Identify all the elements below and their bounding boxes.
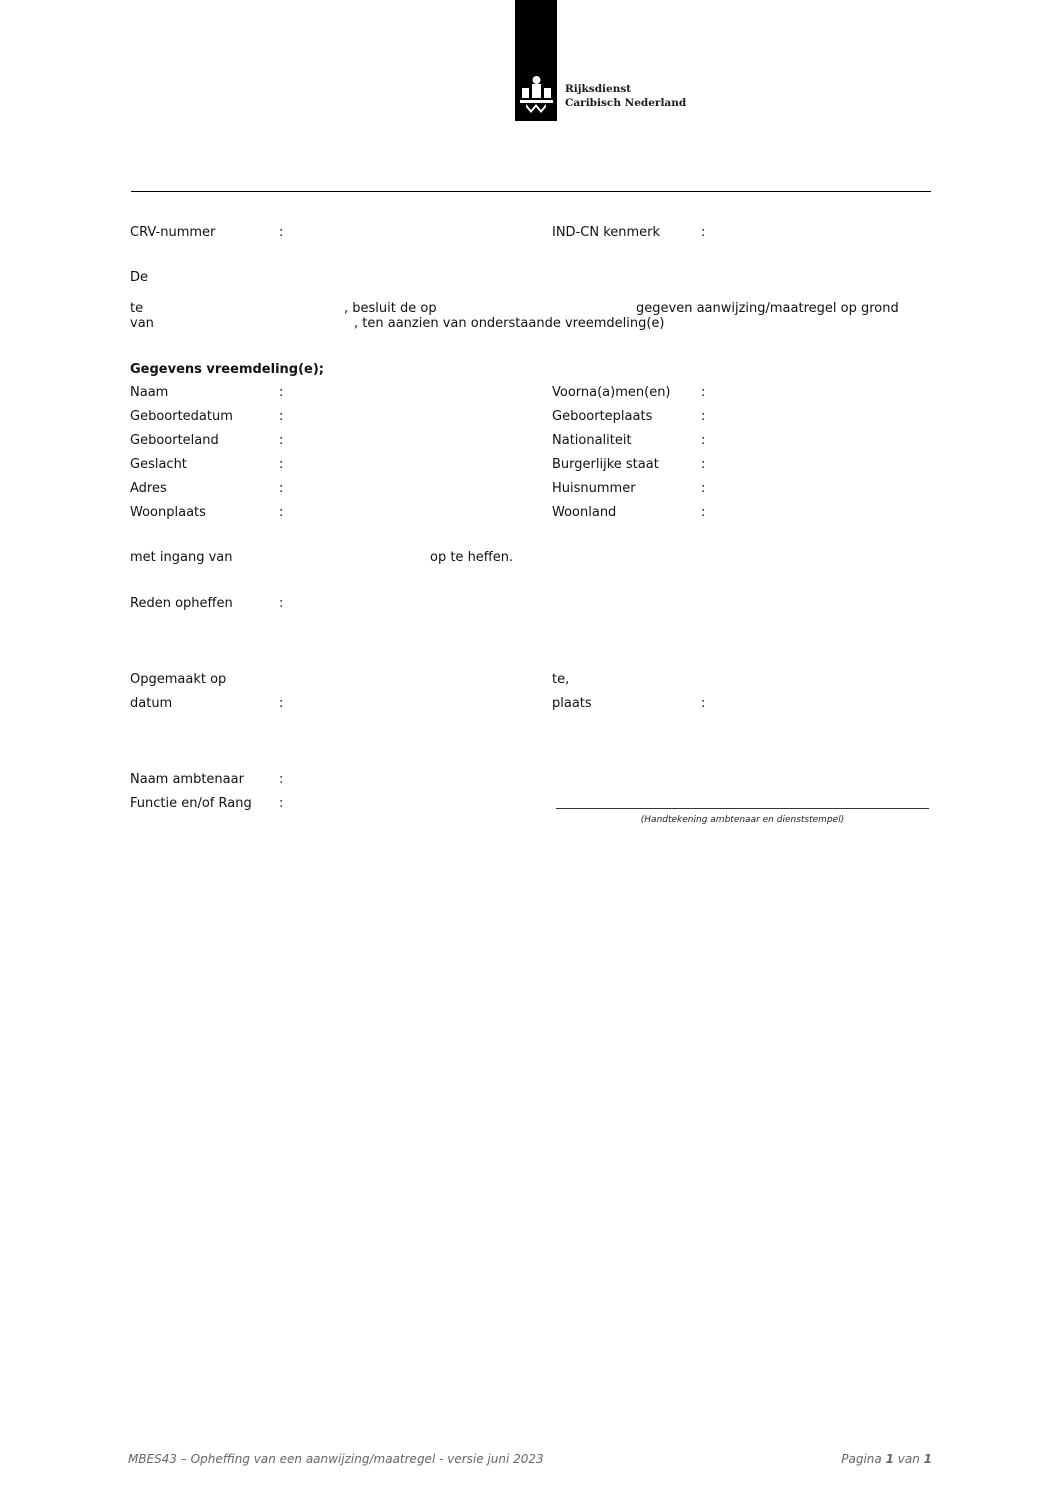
field-label: Nationaliteit xyxy=(552,433,632,448)
logo-line-2: Caribisch Nederland xyxy=(565,97,687,109)
intro-de: De xyxy=(130,270,149,285)
field-colon: : xyxy=(701,457,706,472)
signature-caption: (Handtekening ambtenaar en dienststempel) xyxy=(640,815,845,825)
page-total: 1 xyxy=(923,1452,932,1466)
field-colon: : xyxy=(701,385,706,400)
footer-page-number xyxy=(841,1452,932,1466)
field-colon: : xyxy=(701,505,706,520)
intro-van: van xyxy=(130,316,154,331)
field-label: Woonland xyxy=(552,505,617,520)
field-colon: : xyxy=(701,433,706,448)
field-label: Huisnummer xyxy=(552,481,636,496)
functie-label: Functie en/of Rang xyxy=(130,796,252,811)
logo-bar xyxy=(515,0,557,121)
field-colon: : xyxy=(279,505,284,520)
te-label: te, xyxy=(552,672,570,687)
field-label: Geboortedatum xyxy=(130,409,233,424)
opgemaakt-op-label: Opgemaakt op xyxy=(130,672,227,687)
intro-te: te xyxy=(130,301,144,316)
field-label: Adres xyxy=(130,481,167,496)
functie-colon: : xyxy=(279,796,284,811)
field-label: Geslacht xyxy=(130,457,187,472)
field-label: Woonplaats xyxy=(130,505,206,520)
logo-line-1: Rijksdienst xyxy=(565,83,632,95)
crv-label: CRV-nummer xyxy=(130,225,216,240)
coat-of-arms-icon xyxy=(515,0,557,121)
field-colon: : xyxy=(701,481,706,496)
field-label: Voorna(a)men(en) xyxy=(552,385,671,400)
logo-text xyxy=(565,82,686,110)
met-ingang-label: met ingang van xyxy=(130,550,233,565)
naam-ambtenaar-colon: : xyxy=(279,772,284,787)
naam-ambtenaar-label: Naam ambtenaar xyxy=(130,772,244,787)
field-colon: : xyxy=(279,385,284,400)
field-colon: : xyxy=(279,457,284,472)
crv-colon: : xyxy=(279,225,284,240)
plaats-colon: : xyxy=(701,696,706,711)
intro-besluit: , besluit de op xyxy=(344,301,437,316)
field-colon: : xyxy=(279,409,284,424)
footer-form-text: MBES43 – Opheffing van een aanwijzing/maatregel - versie juni 2023 xyxy=(128,1452,544,1466)
intro-gegeven: gegeven aanwijzing/maatregel op grond xyxy=(636,301,899,316)
page-mid: van xyxy=(893,1452,924,1466)
op-te-heffen-label: op te heffen. xyxy=(430,550,514,565)
page-current: 1 xyxy=(885,1452,894,1466)
plaats-label: plaats xyxy=(552,696,592,711)
reden-label: Reden opheffen xyxy=(130,596,233,611)
datum-colon: : xyxy=(279,696,284,711)
field-colon: : xyxy=(701,409,706,424)
field-label: Burgerlijke staat xyxy=(552,457,659,472)
signature-line xyxy=(556,808,929,809)
field-label: Naam xyxy=(130,385,169,400)
field-colon: : xyxy=(279,481,284,496)
ind-colon: : xyxy=(701,225,706,240)
intro-ten-aanzien: , ten aanzien van onderstaande vreemdeling(e) xyxy=(354,316,665,331)
section-title: Gegevens vreemdeling(e); xyxy=(130,362,324,377)
datum-label: datum xyxy=(130,696,173,711)
header-rule xyxy=(131,191,931,192)
reden-colon: : xyxy=(279,596,284,611)
field-colon: : xyxy=(279,433,284,448)
ind-label: IND-CN kenmerk xyxy=(552,225,661,240)
field-label: Geboorteland xyxy=(130,433,219,448)
page-prefix: Pagina xyxy=(841,1452,886,1466)
field-label: Geboorteplaats xyxy=(552,409,653,424)
